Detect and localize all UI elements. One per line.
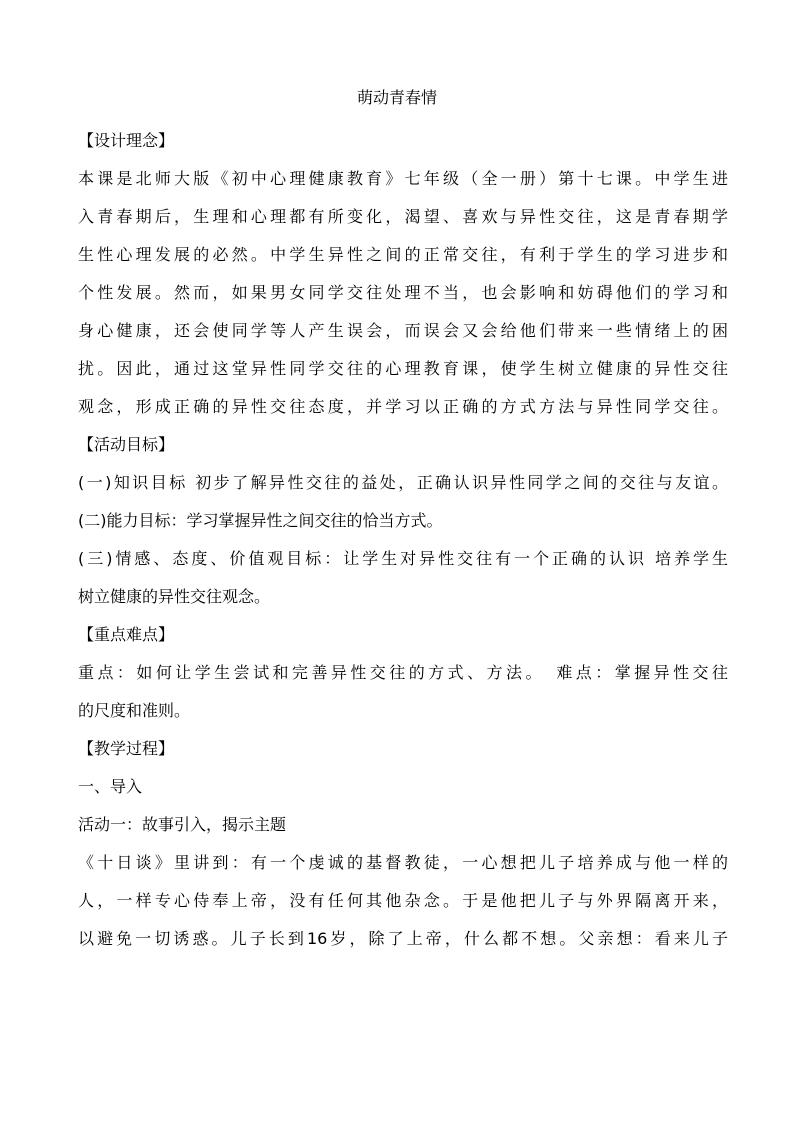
subheading-intro: 一、导入	[78, 777, 143, 796]
document-title: 萌动青春情	[356, 88, 437, 107]
paragraph-line: 的尺度和准则。	[78, 701, 191, 720]
paragraph-line: 《十日谈》里讲到：有一个虔诚的基督教徒，一心想把儿子培养成与他一样的	[78, 853, 728, 872]
paragraph-line: 生性心理发展的必然。中学生异性之间的正常交往，有利于学生的学习进步和	[78, 245, 728, 264]
subheading-activity-one: 活动一：故事引入，揭示主题	[78, 815, 287, 834]
paragraph-line: 身心健康，还会使同学等人产生误会，而误会又会给他们带来一些情绪上的困	[78, 321, 728, 340]
paragraph-line: 本课是北师大版《初中心理健康教育》七年级（全一册）第十七课。中学生进	[78, 169, 728, 188]
paragraph-line: 以避免一切诱惑。儿子长到16岁，除了上帝，什么都不想。父亲想：看来儿子	[78, 929, 728, 948]
paragraph-line: 扰。因此，通过这堂异性同学交往的心理教育课，使学生树立健康的异性交往	[78, 359, 728, 378]
section-heading-design-concept: 【设计理念】	[78, 131, 175, 150]
section-heading-teaching-process: 【教学过程】	[78, 739, 175, 758]
goal-line: (三)情感、态度、价值观目标：让学生对异性交往有一个正确的认识 培养学生	[78, 549, 728, 568]
goal-line: 树立健康的异性交往观念。	[78, 587, 271, 606]
section-heading-key-points: 【重点难点】	[78, 625, 175, 644]
paragraph-line: 入青春期后，生理和心理都有所变化，渴望、喜欢与异性交往，这是青春期学	[78, 207, 728, 226]
paragraph-line: 观念，形成正确的异性交往态度，并学习以正确的方式方法与异性同学交往。	[78, 397, 728, 416]
paragraph-line: 个性发展。然而，如果男女同学交往处理不当，也会影响和妨碍他们的学习和	[78, 283, 728, 302]
goal-line: (一)知识目标 初步了解异性交往的益处，正确认识异性同学之间的交往与友谊。	[78, 473, 728, 492]
goal-line: (二)能力目标：学习掌握异性之间交往的恰当方式。	[78, 511, 443, 530]
paragraph-line: 人，一样专心侍奉上帝，没有任何其他杂念。于是他把儿子与外界隔离开来，	[78, 891, 728, 910]
section-heading-activity-goals: 【活动目标】	[78, 435, 175, 454]
paragraph-line: 重点：如何让学生尝试和完善异性交往的方式、方法。 难点：掌握异性交往	[78, 663, 728, 682]
